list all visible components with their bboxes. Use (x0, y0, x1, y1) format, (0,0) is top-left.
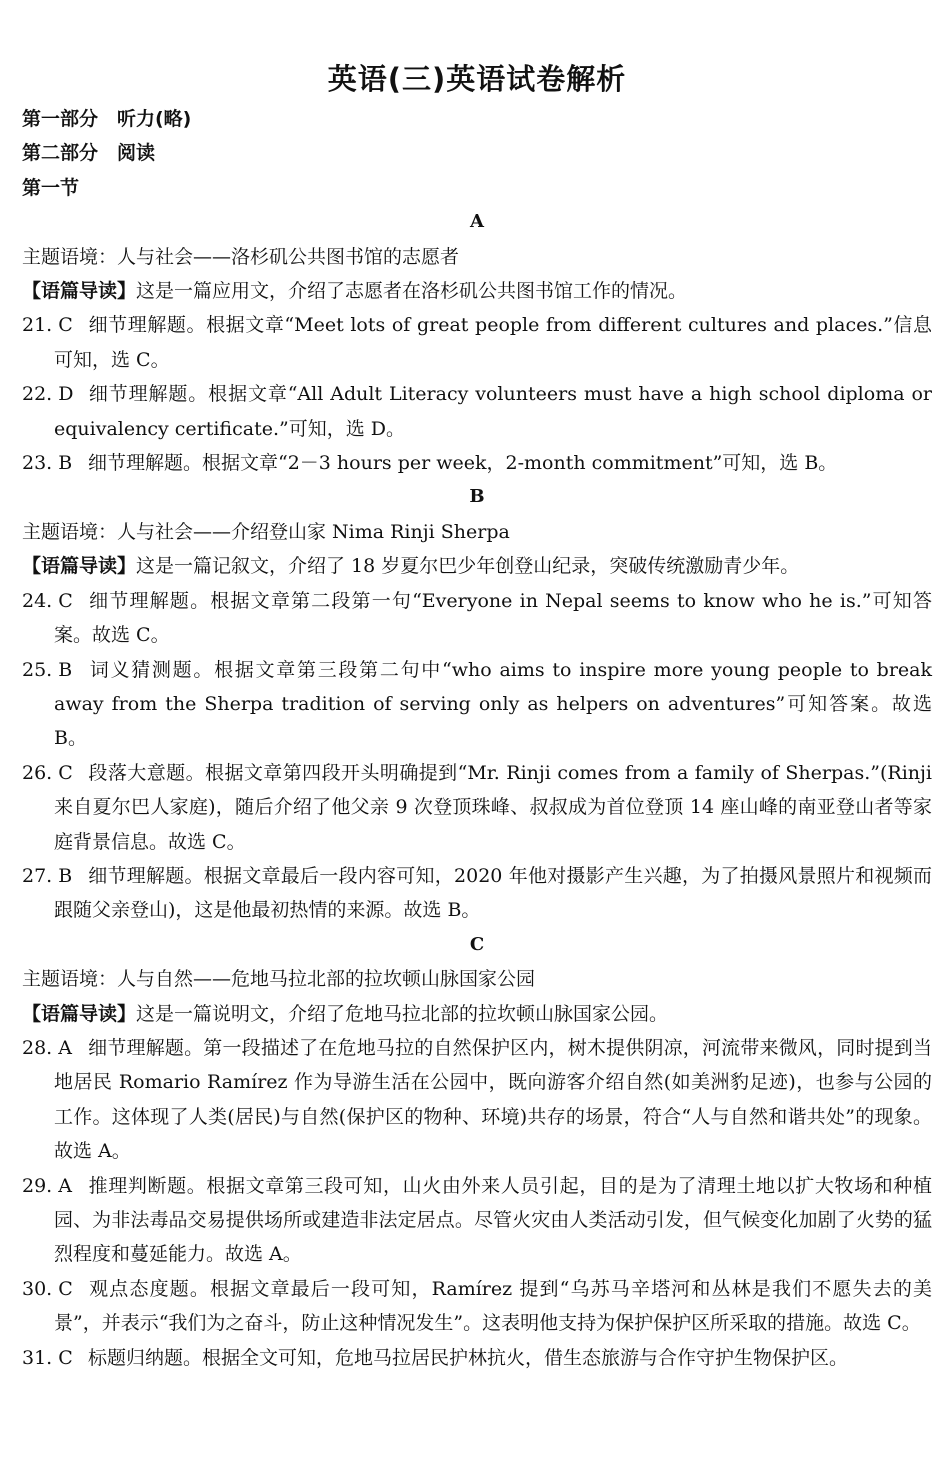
passage-letter: C (469, 933, 485, 955)
answer-number: 25. B (22, 658, 73, 681)
guide-text: 这是一篇应用文，介绍了志愿者在洛杉矶公共图书馆工作的情况。 (136, 280, 688, 303)
answer-explanation: 推理判断题。根据文章第三段可知，山火由外来人员引起，目的是为了清理土地以扩大牧场和种植园、为非法毒品交易提供场所或建造非法定居点。尽管火灾由人类活动引发，但气候变化加剧了火势的猛烈程度和蔓延能力。故选 A。 (54, 1174, 932, 1266)
answer-explanation: 标题归纳题。根据全文可知，危地马拉居民护林抗火，借生态旅游与合作守护生物保护区。 (88, 1346, 849, 1369)
guide-text: 这是一篇记叙文，介绍了 18 岁夏尔巴少年创登山纪录，突破传统激励青少年。 (136, 555, 800, 578)
guide-text: 这是一篇说明文，介绍了危地马拉北部的拉坎顿山脉国家公园。 (136, 1002, 669, 1025)
answer-number: 27. B (22, 864, 73, 887)
answer-item (22, 584, 932, 653)
passage-a (22, 205, 932, 480)
guide-tag: 【语篇导读】 (22, 280, 137, 303)
answer-explanation: 观点态度题。根据文章最后一段可知，Ramírez 提到“乌苏马辛塔河和丛林是我们不愿失去的美景”，并表示“我们为之奋斗，防止这种情况发生”。这表明他支持为保护保护区所采取的措施。故选 C。 (54, 1277, 932, 1335)
answer-explanation: 细节理解题。根据文章“2－3 hours per week，2-month commitment”可知，选 B。 (88, 452, 838, 475)
answer-number: 24. C (22, 589, 73, 612)
answer-item (22, 377, 932, 446)
answer-number: 30. C (22, 1277, 73, 1300)
answer-explanation: 细节理解题。根据文章最后一段内容可知，2020 年他对摄影产生兴趣，为了拍摄风景照片和视频而跟随父亲登山)，这是他最初热情的来源。故选 B。 (54, 864, 932, 922)
answer-explanation: 词义猜测题。根据文章第三段第二句中“who aims to inspire more young people to break away from the Sherpa tradition of serving only as helpers on adventures”可知答案。故选 B。 (54, 658, 932, 750)
answer-explanation: 细节理解题。根据文章“Meet lots of great people from different cultures and places.”信息可知，选 C。 (54, 314, 932, 371)
guide-line (22, 549, 932, 583)
passage-letter: A (470, 211, 484, 233)
guide-tag: 【语篇导读】 (22, 555, 137, 578)
guide-line (22, 997, 932, 1031)
theme-line: 主题语境：人与自然——危地马拉北部的拉坎顿山脉国家公园 (22, 968, 536, 991)
answer-number: 22. D (22, 383, 74, 406)
answer-number: 28. A (22, 1036, 72, 1059)
guide-line (22, 274, 932, 308)
section-one-heading: 第一节 (22, 176, 80, 199)
answer-number: 26. C (22, 761, 73, 784)
answer-item (22, 308, 932, 377)
answer-explanation: 细节理解题。根据文章“All Adult Literacy volunteers must have a high school diploma or equivalency certificate.”可知，选 D。 (54, 383, 932, 440)
answer-item (22, 1169, 932, 1272)
theme-line: 主题语境：人与社会——洛杉矶公共图书馆的志愿者 (22, 245, 460, 268)
answer-number: 21. C (22, 314, 73, 337)
passage-c (22, 928, 932, 1375)
answer-number: 31. C (22, 1346, 73, 1369)
answer-explanation: 细节理解题。根据文章第二段第一句“Everyone in Nepal seems to know who he is.”可知答案。故选 C。 (54, 589, 932, 647)
guide-tag: 【语篇导读】 (22, 1002, 137, 1025)
passage-letter: B (469, 486, 485, 508)
answer-key-page (22, 58, 932, 1375)
answer-item (22, 653, 932, 756)
passage-b (22, 480, 932, 927)
theme-line: 主题语境：人与社会——介绍登山家 Nima Rinji Sherpa (22, 520, 510, 543)
part-one-heading: 第一部分 听力(略) (22, 108, 192, 130)
answer-item (22, 1031, 932, 1169)
answer-item (22, 1272, 932, 1341)
answer-item (22, 446, 932, 480)
answer-number: 29. A (22, 1174, 72, 1197)
answer-item (22, 756, 932, 859)
answer-number: 23. B (22, 452, 73, 475)
answer-item (22, 1341, 932, 1375)
answer-explanation: 细节理解题。第一段描述了在危地马拉的自然保护区内，树木提供阴凉，河流带来微风，同时提到当地居民 Romario Ramírez 作为导游生活在公园中，既向游客介绍自然(如美洲豹足迹)，也参与公园的工作。这体现了人类(居民)与自然(保护区的物种、环境)共存的场景，符合“人与自然和谐共处”的现象。故选 A。 (54, 1036, 932, 1163)
page-title: 英语(三)英语试卷解析 (327, 62, 627, 96)
answer-explanation: 段落大意题。根据文章第四段开头明确提到“Mr. Rinji comes from a family of Sherpas.”(Rinji 来自夏尔巴人家庭)，随后介绍了他父亲 9 次登顶珠峰、叔叔成为首位登顶 14 座山峰的南亚登山者等家庭背景信息。故选 C。 (54, 761, 932, 853)
part-two-heading: 第二部分 阅读 (22, 142, 156, 165)
answer-item (22, 859, 932, 928)
